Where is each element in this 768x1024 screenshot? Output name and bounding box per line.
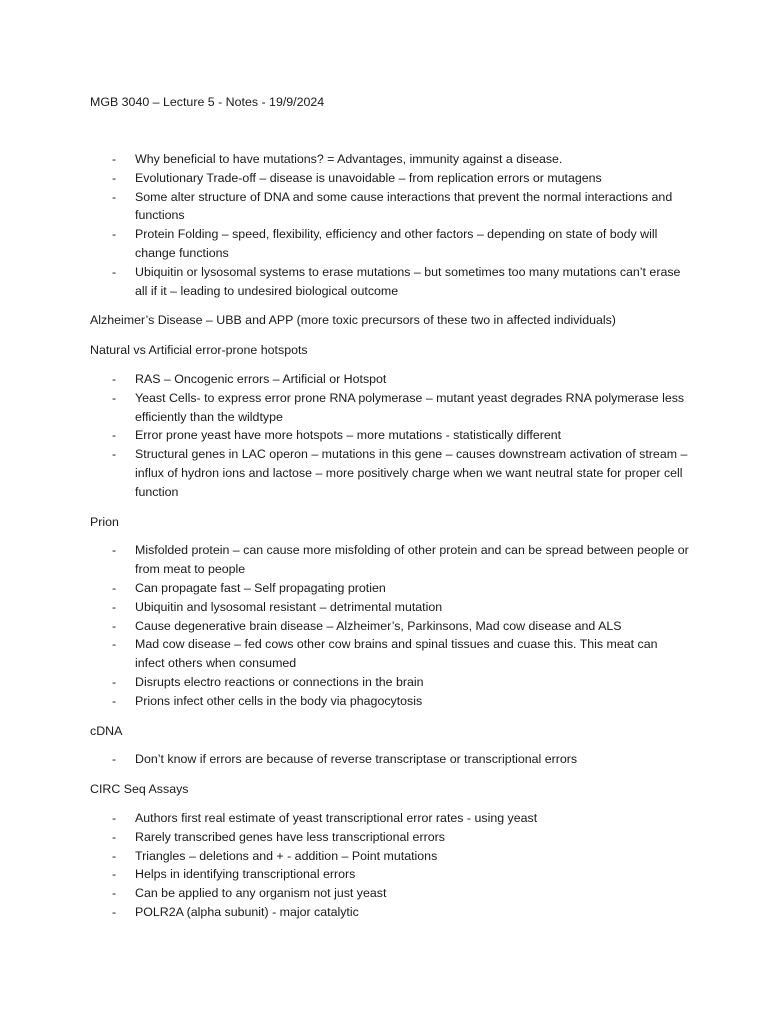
dash-marker: - bbox=[112, 752, 117, 767]
list-item bbox=[90, 828, 690, 847]
list-item-text: Triangles – deletions and + - addition – Point mutations bbox=[135, 848, 438, 863]
list-item-text: Evolutionary Trade-off – disease is unavoidable – from replication errors or mutagens bbox=[135, 170, 602, 185]
dash-marker: - bbox=[112, 371, 117, 386]
dash-marker: - bbox=[112, 428, 117, 443]
list-item bbox=[90, 188, 690, 226]
bullet-list bbox=[90, 750, 690, 769]
dash-marker: - bbox=[112, 390, 117, 405]
list-item-text: Protein Folding – speed, flexibility, efficiency and other factors – depending on state of body will change functions bbox=[135, 227, 658, 260]
list-item bbox=[90, 150, 690, 169]
list-item-text: Don’t know if errors are because of reverse transcriptase or transcriptional errors bbox=[135, 752, 578, 767]
list-item bbox=[90, 673, 690, 692]
list-item bbox=[90, 263, 690, 301]
list-item bbox=[90, 865, 690, 884]
list-item-text: Cause degenerative brain disease – Alzheimer’s, Parkinsons, Mad cow disease and ALS bbox=[135, 618, 622, 633]
dash-marker: - bbox=[112, 637, 117, 652]
list-item bbox=[90, 809, 690, 828]
list-item-text: Rarely transcribed genes have less transcriptional errors bbox=[135, 829, 445, 844]
list-item-text: Helps in identifying transcriptional errors bbox=[135, 867, 356, 882]
list-item-text: Misfolded protein – can cause more misfolding of other protein and can be spread between people or from meat to people bbox=[135, 543, 689, 577]
dash-marker: - bbox=[112, 829, 117, 844]
bullet-list bbox=[90, 370, 690, 502]
dash-marker: - bbox=[112, 543, 117, 558]
dash-marker: - bbox=[112, 886, 117, 901]
list-item-text: Can be applied to any organism not just yeast bbox=[135, 886, 387, 901]
list-item-text: Some alter structure of DNA and some cause interactions that prevent the normal interactions and functions bbox=[135, 189, 673, 223]
list-item-text: RAS – Oncogenic errors – Artificial or Hotspot bbox=[135, 371, 387, 386]
dash-marker: - bbox=[112, 447, 117, 462]
list-item-text: Authors first real estimate of yeast transcriptional error rates - using yeast bbox=[135, 810, 538, 825]
dash-marker: - bbox=[112, 599, 117, 614]
list-item bbox=[90, 884, 690, 903]
list-item-text: Why beneficial to have mutations? = Advantages, immunity against a disease. bbox=[135, 152, 563, 166]
list-item-text: Ubiquitin and lysosomal resistant – detrimental mutation bbox=[135, 599, 443, 614]
dash-marker: - bbox=[112, 580, 117, 595]
list-item-text: Error prone yeast have more hotspots – more mutations - statistically different bbox=[135, 428, 562, 443]
bullet-list bbox=[90, 150, 690, 300]
page-title: MGB 3040 – Lecture 5 - Notes - 19/9/2024 bbox=[90, 95, 325, 109]
section-heading: Alzheimer’s Disease – UBB and APP (more toxic precursors of these two in affected individuals) bbox=[90, 313, 616, 328]
list-item-text: Ubiquitin or lysosomal systems to erase mutations – but sometimes too many mutations can’t erase all if it – leading to undesired biological outcome bbox=[135, 264, 681, 298]
list-item bbox=[90, 692, 690, 711]
section-heading: cDNA bbox=[90, 723, 123, 738]
dash-marker: - bbox=[112, 693, 117, 708]
list-item bbox=[90, 225, 690, 263]
list-item-text: Yeast Cells- to express error prone RNA polymerase – mutant yeast degrades RNA polymerase less efficiently than the wildtype bbox=[135, 390, 685, 424]
dash-marker: - bbox=[112, 848, 117, 863]
section-heading: Prion bbox=[90, 514, 119, 529]
list-item-text: Mad cow disease – fed cows other cow brains and spinal tissues and cuase this. This meat can infect others when consumed bbox=[135, 637, 658, 671]
list-item bbox=[90, 903, 690, 922]
list-item bbox=[90, 847, 690, 866]
bullet-list bbox=[90, 541, 690, 710]
notes-content bbox=[90, 150, 690, 933]
list-item bbox=[90, 389, 690, 427]
dash-marker: - bbox=[112, 810, 117, 825]
bullet-list bbox=[90, 809, 690, 922]
dash-marker: - bbox=[112, 904, 117, 919]
dash-marker: - bbox=[112, 152, 117, 166]
section-heading: Natural vs Artificial error-prone hotspots bbox=[90, 343, 308, 358]
dash-marker: - bbox=[112, 674, 117, 689]
dash-marker: - bbox=[112, 867, 117, 882]
dash-marker: - bbox=[112, 189, 117, 204]
dash-marker: - bbox=[112, 264, 117, 279]
list-item bbox=[90, 598, 690, 617]
dash-marker: - bbox=[112, 618, 117, 633]
list-item-text: Disrupts electro reactions or connections in the brain bbox=[135, 674, 424, 689]
dash-marker: - bbox=[112, 227, 117, 242]
section-heading: CIRC Seq Assays bbox=[90, 782, 189, 797]
list-item-text: Can propagate fast – Self propagating protien bbox=[135, 580, 386, 595]
list-item bbox=[90, 541, 690, 579]
dash-marker: - bbox=[112, 170, 117, 185]
list-item bbox=[90, 169, 690, 188]
list-item-text: POLR2A (alpha subunit) - major catalytic bbox=[135, 904, 359, 919]
list-item bbox=[90, 370, 690, 389]
list-item-text: Structural genes in LAC operon – mutations in this gene – causes downstream activation of stream – influx of hydron ions and lactose – more positively charge when we want neutral state for proper cell function bbox=[135, 447, 688, 499]
list-item bbox=[90, 426, 690, 445]
list-item bbox=[90, 445, 690, 501]
list-item bbox=[90, 750, 690, 769]
list-item bbox=[90, 579, 690, 598]
list-item bbox=[90, 635, 690, 673]
list-item-text: Prions infect other cells in the body via phagocytosis bbox=[135, 693, 423, 708]
list-item bbox=[90, 617, 690, 636]
